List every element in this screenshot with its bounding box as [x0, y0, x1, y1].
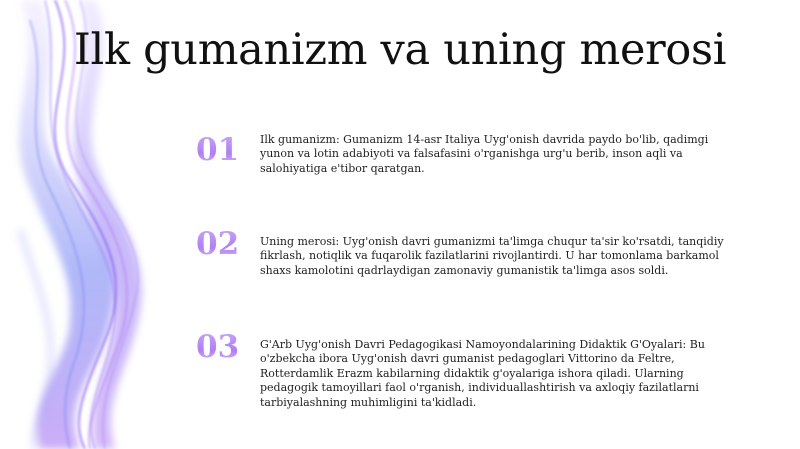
item-text: Ilk gumanizm: Gumanizm 14-asr Italiya Uyg'onish davrida paydo bo'lib, qadimgi yunon va lotin adabiyoti va falsafasini o'rganishga urg'u berib, inson aqli va salohiyatiga e'tibor qaratgan.	[260, 133, 709, 175]
item-number: 03	[196, 330, 252, 364]
item-text: Uning merosi: Uyg'onish davri gumanizmi ta'limga chuqur ta'sir ko'rsatdi, tanqidiy fikrlash, notiqlik va fuqarolik fazilatlarini rivojlantirdi. U har tomonlama barkamol shaxs kamolotini qadrlaydigan zamonaviy gumanistik ta'limga asos soldi.	[260, 235, 724, 277]
item-number: 02	[196, 227, 252, 261]
item-number: 01	[196, 133, 252, 167]
page-title: Ilk gumanizm va uning merosi	[73, 25, 727, 75]
item-text: G'Arb Uyg'onish Davri Pedagogikasi Namoyondalarining Didaktik G'Oyalari: Bu o'zbekcha ibora Uyg'onish davri gumanist pedagoglari Vittorino da Feltre, Rotterdamlik Erazm kabilarning didaktik g'oyalariga ishora qiladi. Ularning pedagogik tamoyillari faol o'rganish, individuallashtirish va axloqiy fazilatlarni tarbiyalashning muhimligini ta'kidladi.	[260, 338, 705, 409]
